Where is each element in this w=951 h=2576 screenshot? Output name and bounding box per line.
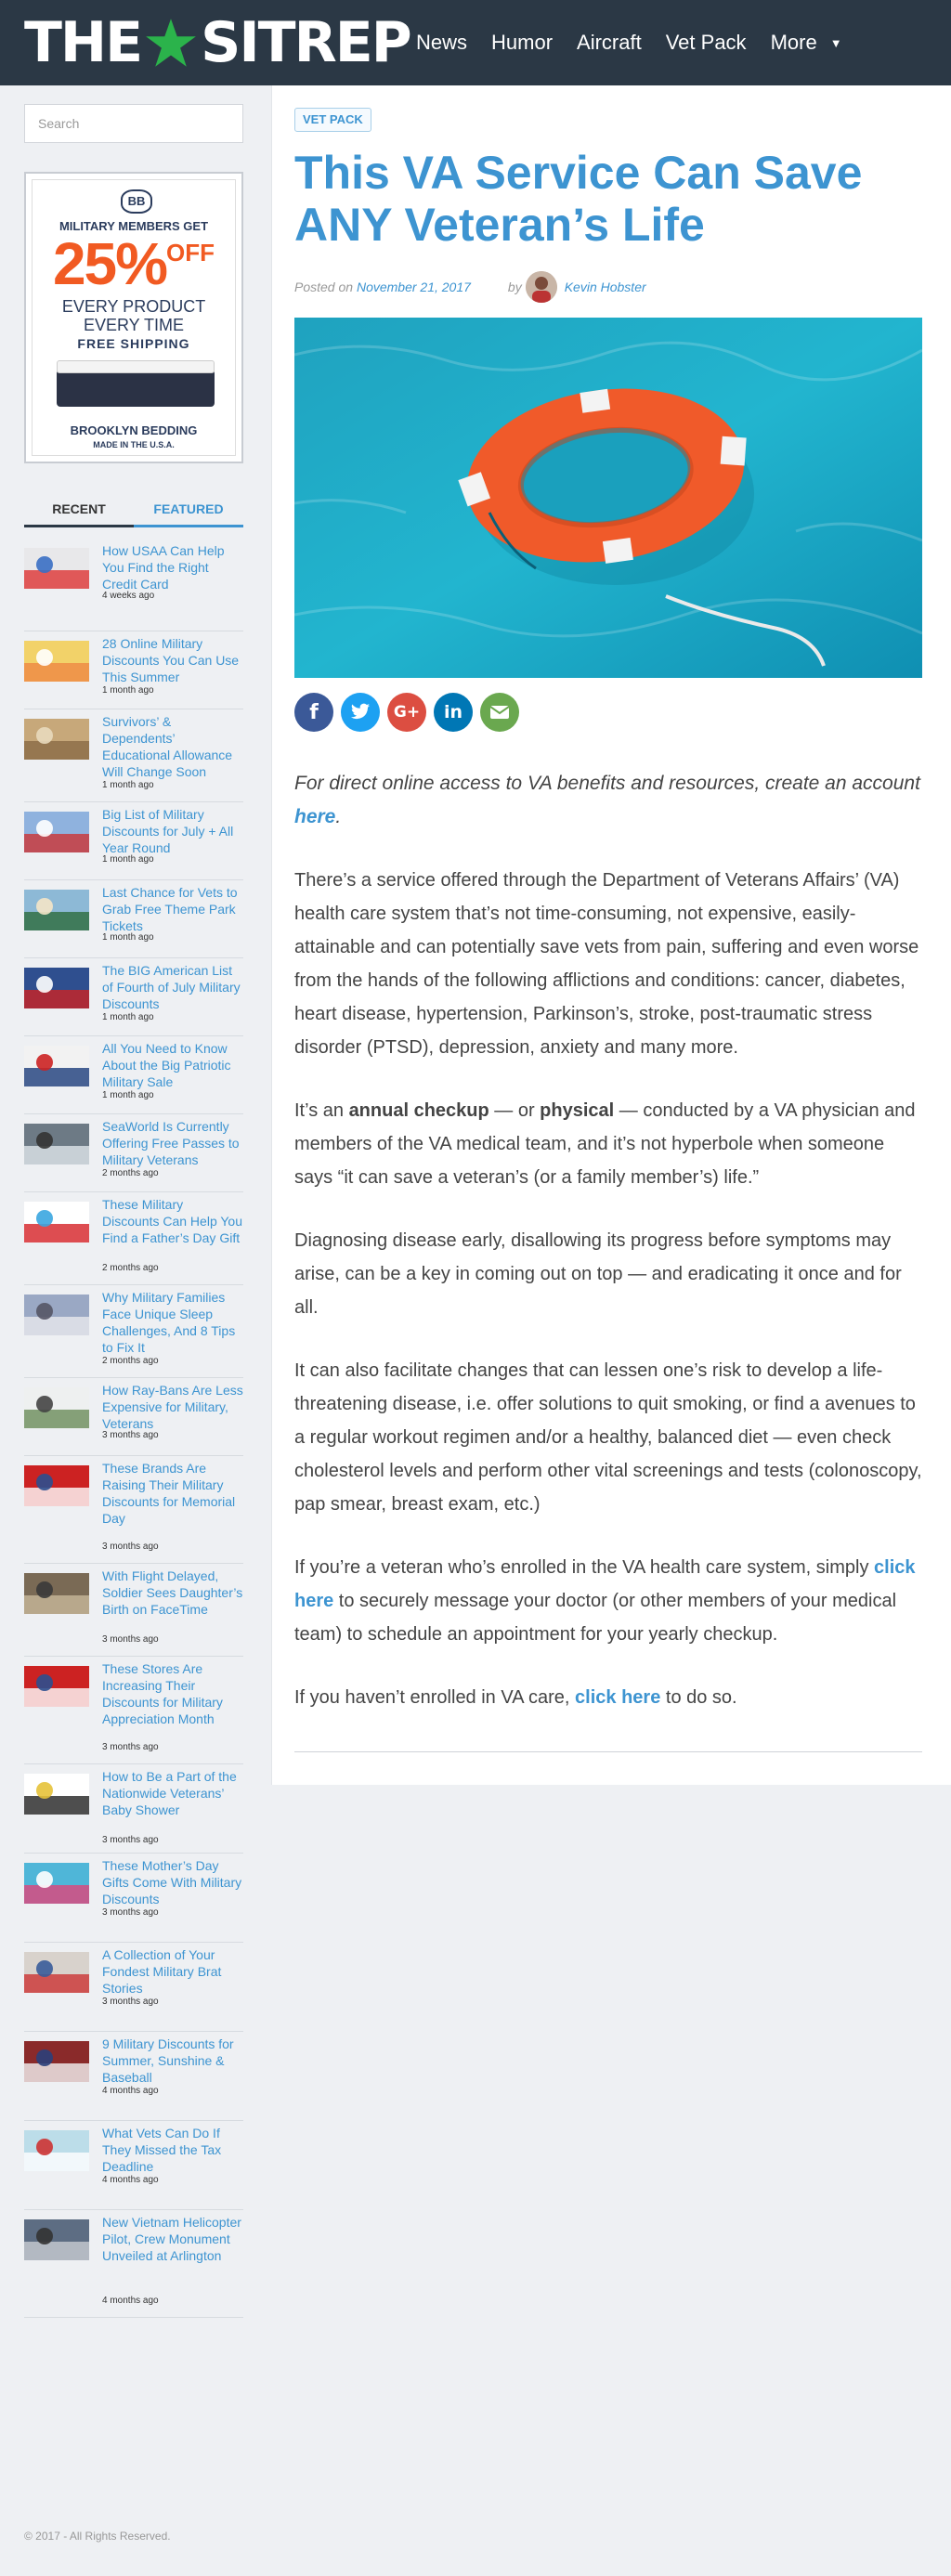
- post-date: 3 months ago: [102, 1634, 159, 1645]
- paragraph-3: Diagnosing disease early, disallowing its progress before symptoms may arise, can be a key in coming out on top — and eradicating it once and for all.: [294, 1230, 902, 1318]
- post-title-link[interactable]: These Mother’s Day Gifts Come With Military Discounts: [102, 1858, 242, 1906]
- paragraph-5: [294, 1551, 926, 1651]
- article-container: [271, 85, 951, 1785]
- post-thumbnail[interactable]: [24, 641, 89, 682]
- author-link[interactable]: Kevin Hobster: [564, 280, 646, 294]
- list-item[interactable]: [24, 539, 243, 631]
- post-date: 3 months ago: [102, 1430, 159, 1440]
- post-thumbnail[interactable]: [24, 2041, 89, 2082]
- post-date: 1 month ago: [102, 854, 154, 865]
- author-avatar[interactable]: [526, 271, 557, 303]
- intro-paragraph: [294, 767, 926, 834]
- ad-subline-2: EVERY TIME: [83, 316, 185, 334]
- list-item[interactable]: [24, 880, 243, 958]
- post-thumbnail[interactable]: [24, 1465, 89, 1506]
- post-title-link[interactable]: How USAA Can Help You Find the Right Credit Card: [102, 543, 225, 592]
- facebook-icon[interactable]: f: [294, 693, 333, 732]
- post-thumbnail[interactable]: [24, 1774, 89, 1815]
- paragraph-1: There’s a service offered through the Department of Veterans Affairs’ (VA) health care system that’s not time-consuming, not expensive, easily-attainable and can potentially save vets from pain, suffering and even worse from the hands of the following afflictions and conditions: cancer, diabetes, heart disease, hypertension, Parkinson’s, stroke, post-traumatic stress disorder (PTSD), depression, anxiety and many more.: [294, 870, 919, 1058]
- post-thumbnail[interactable]: [24, 1124, 89, 1164]
- post-title-link[interactable]: 28 Online Military Discounts You Can Use This Summer: [102, 636, 240, 684]
- post-title-link[interactable]: How to Be a Part of the Nationwide Veterans’ Baby Shower: [102, 1769, 237, 1817]
- post-date: 1 month ago: [102, 780, 154, 790]
- list-item[interactable]: [24, 2121, 243, 2210]
- footer-copyright: © 2017 - All Rights Reserved.: [24, 2530, 171, 2543]
- ad-brand-name: BROOKLYN BEDDING: [70, 423, 198, 437]
- post-date: 2 months ago: [102, 1263, 159, 1273]
- post-thumbnail[interactable]: [24, 2219, 89, 2260]
- p2-text-c: — or: [489, 1100, 541, 1121]
- post-title-link[interactable]: The BIG American List of Fourth of July Military Discounts: [102, 963, 241, 1011]
- list-item[interactable]: [24, 1764, 243, 1854]
- intro-end: .: [335, 806, 342, 827]
- post-title-link[interactable]: How Ray-Bans Are Less Expensive for Military, Veterans: [102, 1383, 243, 1431]
- tab-featured[interactable]: FEATURED: [134, 494, 243, 527]
- chevron-down-icon[interactable]: ▼: [829, 35, 842, 50]
- post-date: 3 months ago: [102, 1907, 159, 1918]
- site-header: [0, 0, 951, 85]
- ad-discount: [33, 230, 235, 297]
- ad-made-in: MADE IN THE U.S.A.: [93, 440, 175, 449]
- post-thumbnail[interactable]: [24, 1952, 89, 1993]
- post-title-link[interactable]: New Vietnam Helicopter Pilot, Crew Monument Unveiled at Arlington: [102, 2215, 241, 2263]
- list-item[interactable]: [24, 2210, 243, 2318]
- post-date: 3 months ago: [102, 1835, 159, 1845]
- intro-text: For direct online access to VA benefits and resources, create an account: [294, 773, 920, 794]
- logo-text-sitrep: SITREP: [201, 10, 410, 75]
- p2-physical: physical: [540, 1100, 615, 1121]
- post-title-link[interactable]: SeaWorld Is Currently Offering Free Passes to Military Veterans: [102, 1119, 240, 1167]
- nav-item-aircraft[interactable]: Aircraft: [577, 31, 642, 54]
- list-item[interactable]: [24, 631, 243, 709]
- logo-text-the: THE: [24, 10, 142, 75]
- post-date: 2 months ago: [102, 1356, 159, 1366]
- list-item[interactable]: [24, 2032, 243, 2121]
- post-date: 4 months ago: [102, 2086, 159, 2096]
- ad-content: [32, 179, 236, 456]
- ad-shipping: FREE SHIPPING: [77, 336, 190, 351]
- posted-on-label: Posted on: [294, 280, 354, 294]
- message-doctor-link[interactable]: click here: [294, 1557, 916, 1611]
- paragraph-6: [294, 1681, 926, 1714]
- post-thumbnail[interactable]: [24, 548, 89, 589]
- list-item[interactable]: [24, 1657, 243, 1764]
- ad-subline: [33, 297, 235, 334]
- post-title-link[interactable]: These Stores Are Increasing Their Discounts for Military Appreciation Month: [102, 1661, 223, 1726]
- intro-here-link[interactable]: here: [294, 806, 336, 827]
- list-item[interactable]: [24, 1192, 243, 1285]
- share-buttons: [294, 693, 527, 732]
- p2-text-a: It’s an: [294, 1100, 349, 1121]
- post-date: 2 months ago: [102, 1168, 159, 1178]
- post-date: 3 months ago: [102, 1742, 159, 1752]
- post-date: 4 months ago: [102, 2296, 159, 2306]
- post-title-link[interactable]: Survivors’ & Dependents’ Educational Allowance Will Change Soon: [102, 714, 233, 779]
- list-item[interactable]: [24, 709, 243, 802]
- search-input[interactable]: [24, 104, 243, 143]
- hero-image-life-ring: [294, 318, 922, 678]
- post-thumbnail[interactable]: [24, 968, 89, 1008]
- p6-text-a: If you haven’t enrolled in VA care,: [294, 1687, 576, 1708]
- nav-item-vet-pack[interactable]: Vet Pack: [665, 31, 747, 54]
- list-item[interactable]: [24, 958, 243, 1036]
- post-title-link[interactable]: Big List of Military Discounts for July + All Year Round: [102, 807, 234, 855]
- list-item[interactable]: [24, 1854, 243, 1943]
- post-date: 3 months ago: [102, 1997, 159, 2007]
- post-thumbnail[interactable]: [24, 1666, 89, 1707]
- post-thumbnail[interactable]: [24, 2130, 89, 2171]
- p5-text-a: If you’re a veteran who’s enrolled in the VA health care system, simply: [294, 1557, 875, 1578]
- list-item[interactable]: [24, 1564, 243, 1657]
- article-title: This VA Service Can Save ANY Veteran’s Life: [294, 147, 863, 251]
- article-meta: [294, 271, 646, 303]
- p5-text-b: to securely message your doctor (or other members of your medical team) to schedule an appointment for your yearly checkup.: [294, 1591, 897, 1645]
- list-item[interactable]: [24, 802, 243, 880]
- post-title-link[interactable]: Why Military Families Face Unique Sleep Challenges, And 8 Tips to Fix It: [102, 1290, 236, 1355]
- post-date: 1 month ago: [102, 685, 154, 696]
- post-thumbnail[interactable]: [24, 1863, 89, 1904]
- sidebar-tabs: [24, 494, 243, 527]
- paragraph-4: It can also facilitate changes that can lessen one’s risk to develop a life-threatening disease, i.e. offer solutions to quit smoking, or find a avenues to a regular workout regimen and/or a healthy, balanced diet — even check cholesterol levels and perform other vital screenings and tests (colonoscopy, pap smear, breast exam, etc.): [294, 1360, 922, 1515]
- linkedin-icon[interactable]: in: [434, 693, 473, 732]
- post-date: 4 months ago: [102, 2175, 159, 2185]
- article-body: [294, 767, 926, 1744]
- post-thumbnail[interactable]: [24, 1387, 89, 1428]
- paragraph-2: [294, 1094, 926, 1194]
- list-item[interactable]: [24, 1456, 243, 1564]
- article-divider: [294, 1751, 922, 1752]
- post-title-link[interactable]: These Military Discounts Can Help You Find a Father’s Day Gift: [102, 1197, 242, 1245]
- post-title-link[interactable]: Last Chance for Vets to Grab Free Theme Park Tickets: [102, 885, 238, 933]
- list-item[interactable]: [24, 1285, 243, 1378]
- post-date: 4 weeks ago: [102, 591, 155, 601]
- list-item[interactable]: [24, 1036, 243, 1114]
- ad-headline: MILITARY MEMBERS GET: [59, 219, 209, 233]
- nav-item-humor[interactable]: Humor: [491, 31, 554, 54]
- post-date: 3 months ago: [102, 1542, 159, 1552]
- post-thumbnail[interactable]: [24, 890, 89, 930]
- post-title-link[interactable]: These Brands Are Raising Their Military Discounts for Memorial Day: [102, 1461, 236, 1526]
- post-thumbnail[interactable]: [24, 1202, 89, 1242]
- post-thumbnail[interactable]: [24, 1573, 89, 1614]
- ad-off: OFF: [166, 239, 215, 267]
- category-badge[interactable]: VET PACK: [294, 108, 371, 132]
- post-title-link[interactable]: A Collection of Your Fondest Military Brat Stories: [102, 1947, 222, 1996]
- tab-recent[interactable]: RECENT: [24, 494, 134, 527]
- ad-brand-logo: BB: [121, 189, 152, 214]
- ad-percent: 25%: [52, 230, 167, 297]
- nav-item-more[interactable]: More: [770, 31, 817, 54]
- by-label: by: [507, 280, 522, 294]
- google-plus-icon[interactable]: G+: [387, 693, 426, 732]
- list-item[interactable]: [24, 1943, 243, 2032]
- mattress-image: [57, 370, 215, 407]
- enroll-link[interactable]: click here: [575, 1687, 661, 1708]
- nav-item-news[interactable]: News: [416, 31, 468, 54]
- p2-text-e: — conducted by a VA physician and members of the VA medical team, and it’s not hyperbole when someone says “it can save a veteran’s (or a family member’s) life.”: [294, 1100, 916, 1188]
- post-thumbnail[interactable]: [24, 719, 89, 760]
- email-icon[interactable]: [480, 693, 519, 732]
- post-thumbnail[interactable]: [24, 812, 89, 852]
- post-title-link[interactable]: All You Need to Know About the Big Patriotic Military Sale: [102, 1041, 231, 1089]
- p2-annual-checkup: annual checkup: [348, 1100, 489, 1121]
- post-title-link[interactable]: With Flight Delayed, Soldier Sees Daughter’s Birth on FaceTime: [102, 1568, 243, 1617]
- ad-subline-1: EVERY PRODUCT: [61, 297, 206, 316]
- post-title-link[interactable]: What Vets Can Do If They Missed the Tax Deadline: [102, 2126, 222, 2174]
- post-date-link[interactable]: November 21, 2017: [356, 280, 471, 294]
- post-thumbnail[interactable]: [24, 1295, 89, 1335]
- post-thumbnail[interactable]: [24, 1046, 89, 1086]
- twitter-icon[interactable]: [341, 693, 380, 732]
- post-date: 1 month ago: [102, 1012, 154, 1022]
- p6-text-b: to do so.: [660, 1687, 737, 1708]
- post-date: 1 month ago: [102, 1090, 154, 1100]
- ad-banner[interactable]: [24, 172, 243, 463]
- site-logo[interactable]: [24, 11, 410, 74]
- post-title-link[interactable]: 9 Military Discounts for Summer, Sunshine & Baseball: [102, 2036, 234, 2085]
- main-nav: [416, 0, 842, 85]
- list-item[interactable]: [24, 1114, 243, 1192]
- list-item[interactable]: [24, 1378, 243, 1456]
- post-date: 1 month ago: [102, 932, 154, 943]
- logo-star-icon: [145, 17, 197, 69]
